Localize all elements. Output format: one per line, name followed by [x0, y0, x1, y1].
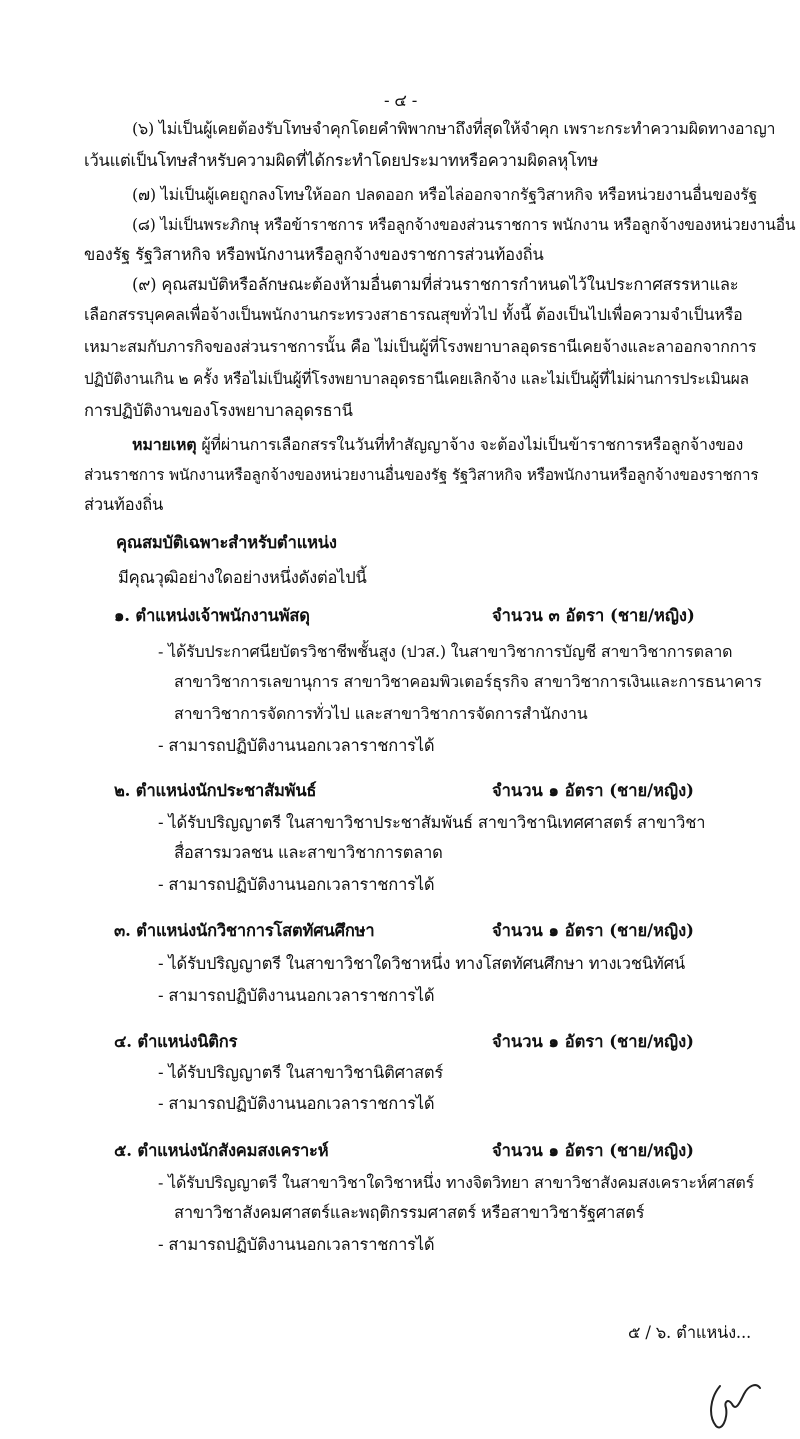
paragraph-8-line-2: ของรัฐ รัฐวิสาหกิจ หรือพนักงานหรือลูกจ้างของราชการส่วนท้องถิ่น: [84, 245, 544, 264]
position-title: ๓. ตำแหน่งนักวิชาการโสตทัศนศึกษา: [114, 921, 375, 940]
paragraph-9-line-5: การปฏิบัติงานของโรงพยาบาลอุดรธานี: [84, 401, 353, 420]
qualification-line: - สามารถปฏิบัติงานนอกเวลาราชการได้: [158, 1094, 435, 1113]
note-text-1: ผู้ที่ผ่านการเลือกสรรในวันที่ทำสัญญาจ้าง จะต้องไม่เป็นข้าราชการหรือลูกจ้างของ: [196, 435, 744, 454]
qualification-line: - สามารถปฏิบัติงานนอกเวลาราชการได้: [158, 1235, 435, 1254]
paragraph-9-line-4: ปฏิบัติงานเกิน ๒ ครั้ง หรือไม่เป็นผู้ที่โรงพยาบาลอุดรธานีเคยเลิกจ้าง และไม่เป็นผู้ที่ไม่ผ่านการประเมินผล: [84, 370, 749, 388]
qualification-line: - สามารถปฏิบัติงานนอกเวลาราชการได้: [158, 986, 435, 1005]
paragraph-9-line-3: เหมาะสมกับภารกิจของส่วนราชการนั้น คือ ไม่เป็นผู้ที่โรงพยาบาลอุดรธานีเคยจ้างและลาออกจากการ: [84, 337, 757, 356]
qualification-line: สื่อสารมวลชน และสาขาวิชาการตลาด: [174, 843, 443, 862]
continuation-marker: ๕ / ๖. ตำแหน่ง...: [628, 1323, 752, 1342]
position-count: จำนวน ๑ อัตรา (ชาย/หญิง): [492, 1032, 694, 1051]
qualification-line: สาขาวิชาการเลขานุการ สาขาวิชาคอมพิวเตอร์ธุรกิจ สาขาวิชาการเงินและการธนาคาร: [174, 672, 762, 691]
qualification-line: - สามารถปฏิบัติงานนอกเวลาราชการได้: [158, 736, 435, 755]
qualification-line: - สามารถปฏิบัติงานนอกเวลาราชการได้: [158, 875, 435, 894]
section-intro: มีคุณวุฒิอย่างใดอย่างหนึ่งดังต่อไปนี้: [118, 568, 367, 587]
paragraph-7-line-1: (๗) ไม่เป็นผู้เคยถูกลงโทษให้ออก ปลดออก หรือไล่ออกจากรัฐวิสาหกิจ หรือหน่วยงานอื่นของรัฐ: [132, 185, 758, 204]
position-count: จำนวน ๑ อัตรา (ชาย/หญิง): [492, 921, 694, 940]
note-line-3: ส่วนท้องถิ่น: [84, 495, 164, 514]
qualification-line: - ได้รับปริญญาตรี ในสาขาวิชานิติศาสตร์: [158, 1063, 444, 1082]
qualification-line: - ได้รับปริญญาตรี ในสาขาวิชาใดวิชาหนึ่ง ทางโสตทัศนศึกษา ทางเวชนิทัศน์: [158, 954, 685, 973]
note-line-2: ส่วนราชการ พนักงานหรือลูกจ้างของหน่วยงานอื่นของรัฐ รัฐวิสาหกิจ หรือพนักงานหรือลูกจ้างของราชการ: [84, 466, 759, 484]
position-title: ๑. ตำแหน่งเจ้าพนักงานพัสดุ: [114, 606, 310, 625]
position-count: จำนวน ๑ อัตรา (ชาย/หญิง): [492, 781, 694, 800]
page-number: - ๔ -: [384, 91, 418, 110]
paragraph-8-line-1: (๘) ไม่เป็นพระภิกษุ หรือข้าราชการ หรือลูกจ้างของส่วนราชการ พนักงาน หรือลูกจ้างของหน่วยงานอื่น: [132, 216, 796, 234]
position-count: จำนวน ๓ อัตรา (ชาย/หญิง): [492, 606, 695, 625]
position-title: ๔. ตำแหน่งนิติกร: [114, 1032, 238, 1051]
position-count: จำนวน ๑ อัตรา (ชาย/หญิง): [492, 1141, 694, 1160]
position-title: ๒. ตำแหน่งนักประชาสัมพันธ์: [114, 781, 317, 800]
paragraph-6-line-1: (๖) ไม่เป็นผู้เคยต้องรับโทษจำคุกโดยคำพิพากษาถึงที่สุดให้จำคุก เพราะกระทำความผิดทางอาญา: [132, 119, 776, 138]
qualification-line: สาขาวิชาสังคมศาสตร์และพฤติกรรมศาสตร์ หรือสาขาวิชารัฐศาสตร์: [174, 1203, 645, 1222]
note-line-1: [132, 432, 743, 458]
paragraph-9-line-2: เลือกสรรบุคคลเพื่อจ้างเป็นพนักงานกระทรวงสาธารณสุขทั่วไป ทั้งนี้ ต้องเป็นไปเพื่อความจำเป็นหรือ: [84, 305, 743, 324]
qualification-line: - ได้รับปริญญาตรี ในสาขาวิชาใดวิชาหนึ่ง ทางจิตวิทยา สาขาวิชาสังคมสงเคราะห์ศาสตร์: [158, 1173, 754, 1192]
qualification-line: - ได้รับปริญญาตรี ในสาขาวิชาประชาสัมพันธ์ สาขาวิชานิเทศศาสตร์ สาขาวิชา: [158, 813, 706, 832]
section-heading: คุณสมบัติเฉพาะสำหรับตำแหน่ง: [116, 533, 337, 552]
qualification-line: - ได้รับประกาศนียบัตรวิชาชีพชั้นสูง (ปวส.) ในสาขาวิชาการบัญชี สาขาวิชาการตลาด: [158, 642, 733, 661]
qualification-line: สาขาวิชาการจัดการทั่วไป และสาขาวิชาการจัดการสำนักงาน: [174, 704, 588, 723]
signature-mark: [706, 1368, 766, 1434]
paragraph-9-line-1: (๙) คุณสมบัติหรือลักษณะต้องห้ามอื่นตามที่ส่วนราชการกำหนดไว้ในประกาศสรรหาและ: [132, 275, 739, 294]
paragraph-6-line-2: เว้นแต่เป็นโทษสำหรับความผิดที่ได้กระทำโดยประมาทหรือความผิดลหุโทษ: [84, 151, 599, 170]
note-label: หมายเหตุ: [132, 435, 197, 454]
position-title: ๕. ตำแหน่งนักสังคมสงเคราะห์: [114, 1141, 329, 1160]
